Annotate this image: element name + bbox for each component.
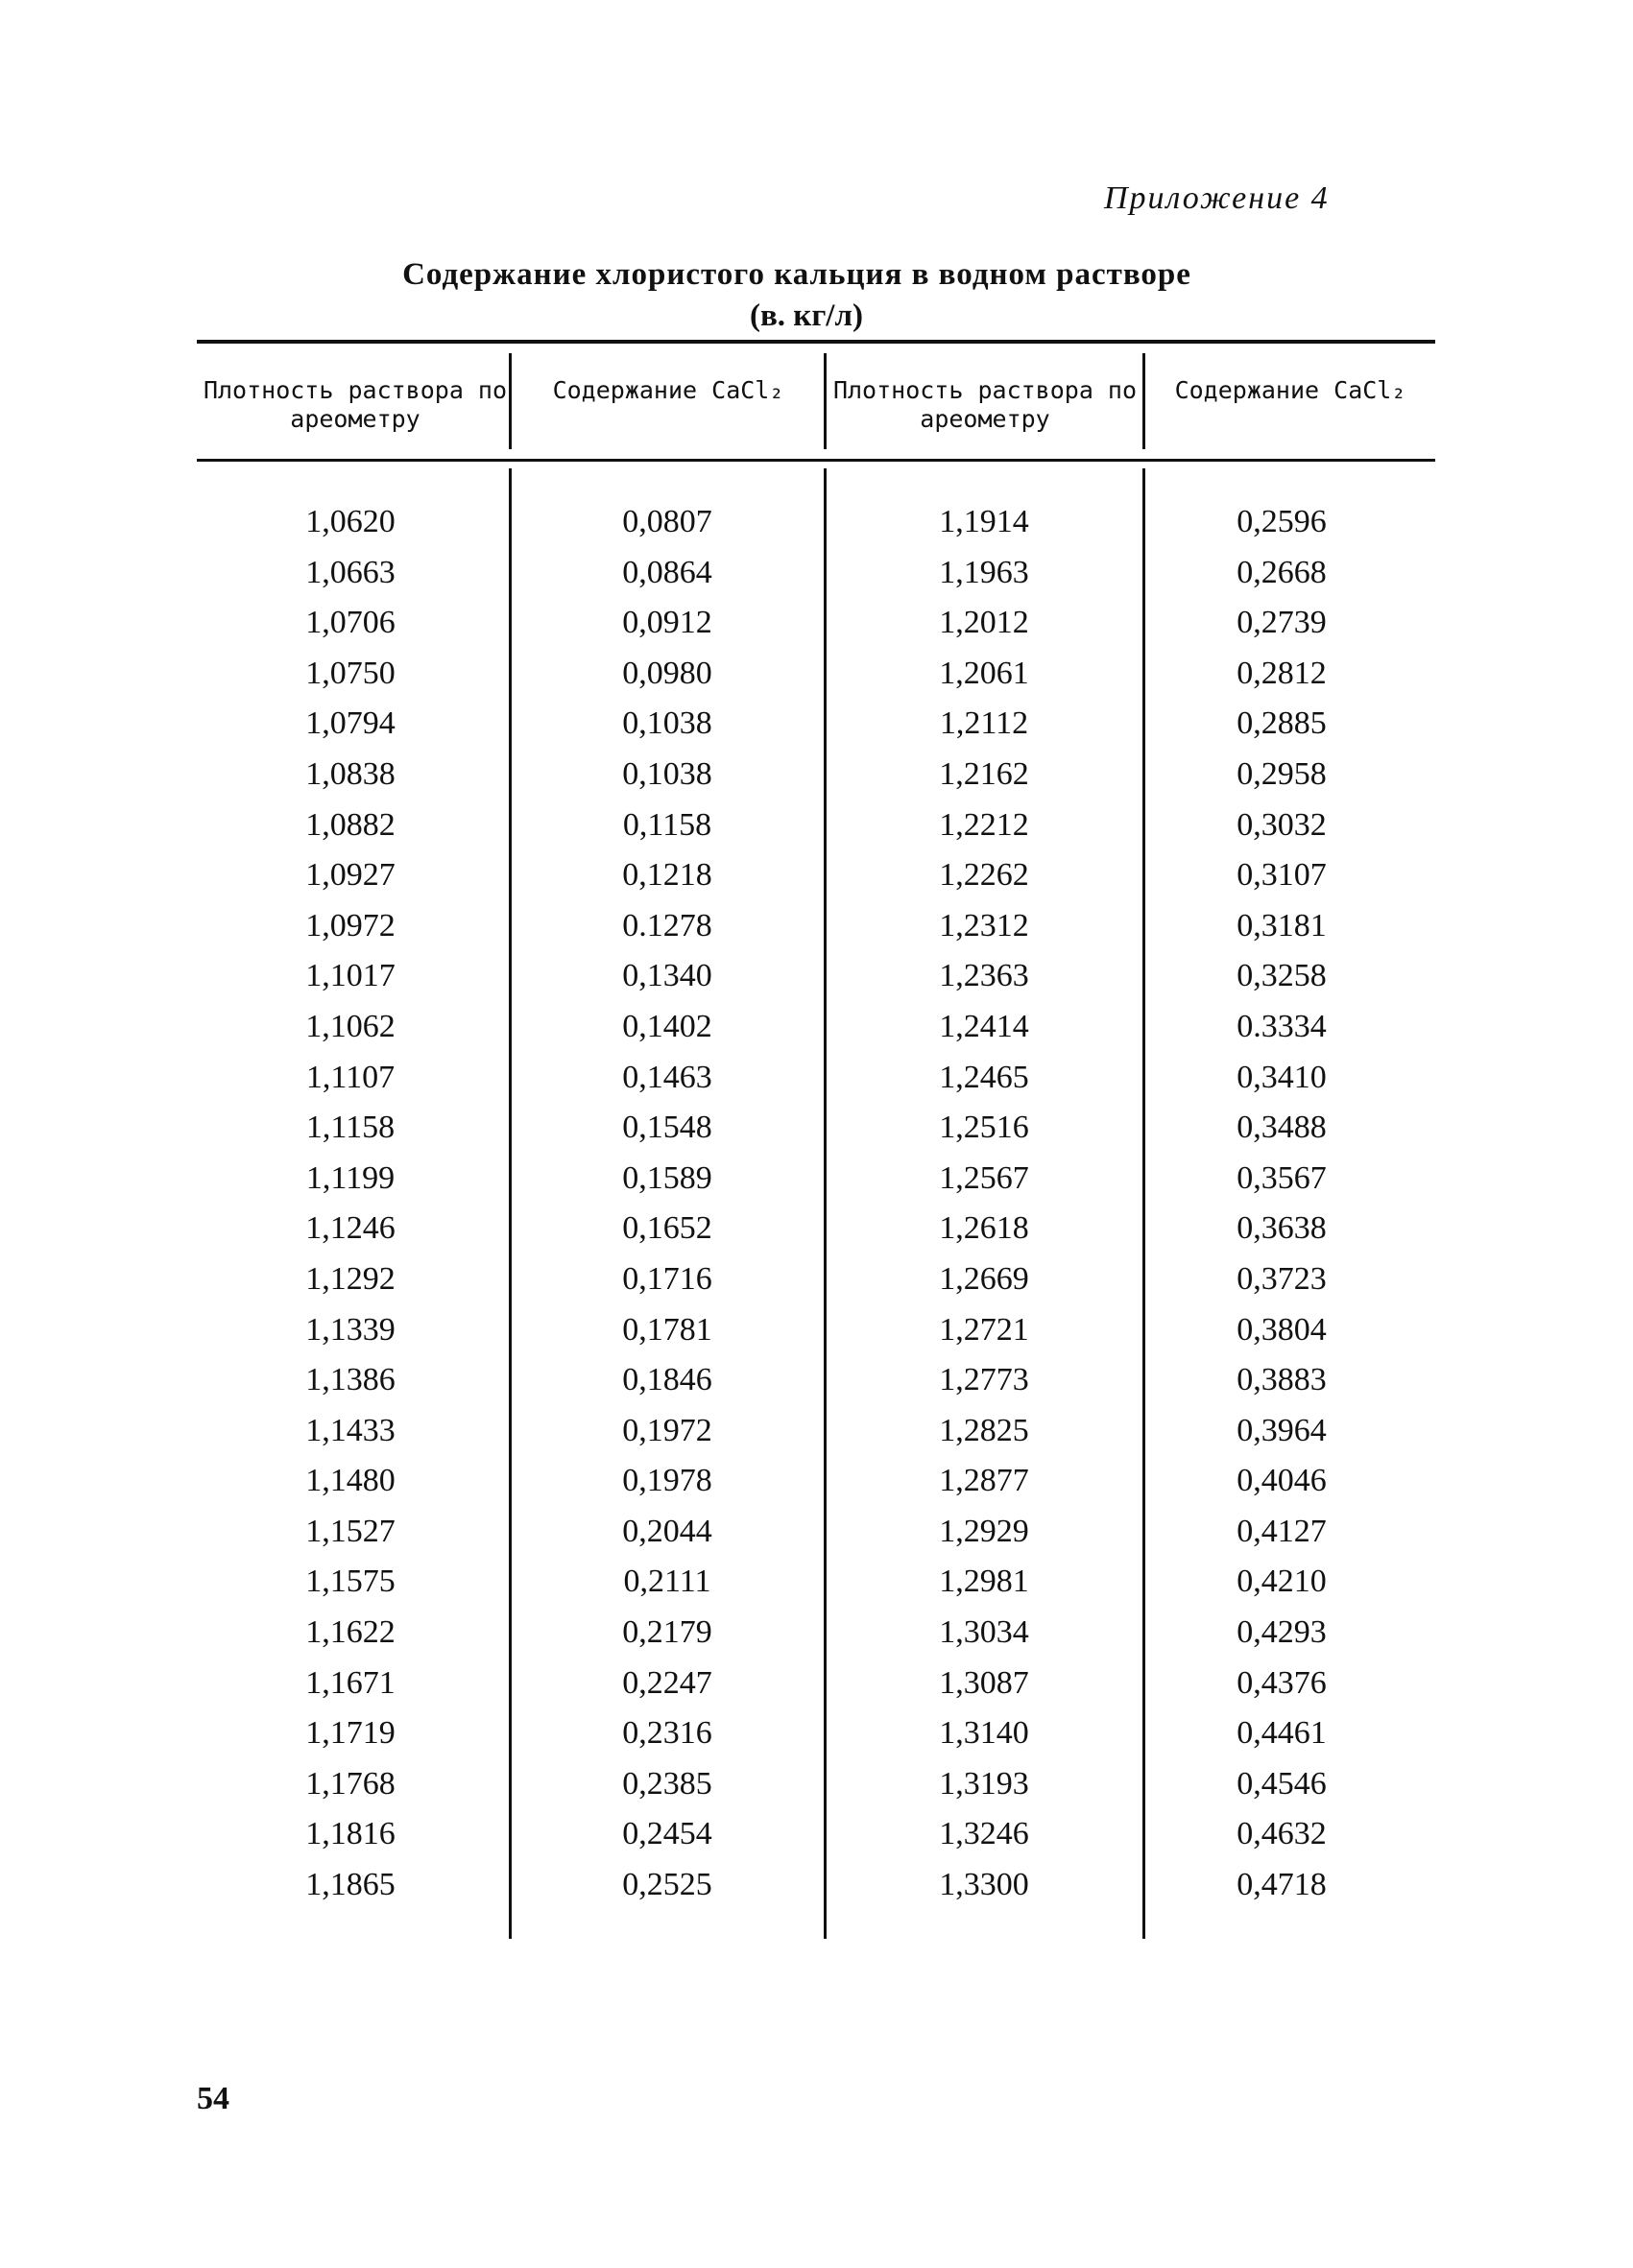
table-cell: 0,3488 [1237, 1110, 1327, 1146]
table-cell: 1,2929 [939, 1513, 1029, 1549]
table-row [0, 750, 1633, 800]
table-body [0, 497, 1633, 1911]
table-cell: 1,1768 [305, 1765, 396, 1802]
table-cell: 1,2567 [939, 1159, 1029, 1196]
table-cell: 1,2012 [939, 605, 1029, 641]
table-cell: 0,3964 [1237, 1412, 1327, 1448]
table-cell: 0,3032 [1237, 806, 1327, 843]
table-cell: 0,4210 [1237, 1564, 1327, 1600]
table-row [0, 800, 1633, 851]
table-cell: 1,2877 [939, 1463, 1029, 1499]
table-row [0, 548, 1633, 599]
table-title: Содержание хлористого кальция в водном растворе [402, 257, 1191, 292]
table-row [0, 850, 1633, 901]
header-divider [509, 353, 512, 449]
table-row [0, 1557, 1633, 1608]
table-cell: 1,1062 [305, 1008, 396, 1044]
table-cell: 0,4376 [1237, 1664, 1327, 1701]
table-cell: 1,2363 [939, 958, 1029, 994]
table-cell: 1,2312 [939, 907, 1029, 943]
table-cell: 0,1402 [622, 1008, 712, 1044]
header-divider [824, 353, 827, 449]
header-content-1: Содержание CaCl₂ [552, 376, 784, 404]
header-content-2: Содержание CaCl₂ [1174, 376, 1406, 404]
table-cell: 1,1199 [305, 1159, 396, 1196]
table-row [0, 1305, 1633, 1356]
table-row [0, 1355, 1633, 1406]
header-divider [1142, 353, 1145, 449]
table-cell: 1,1963 [939, 554, 1029, 590]
table-cell: 0,2958 [1237, 755, 1327, 792]
table-row [0, 1759, 1633, 1810]
table-cell: 1,2669 [939, 1260, 1029, 1297]
table-cell: 1,1671 [305, 1664, 396, 1701]
table-cell: 1,0972 [305, 907, 396, 943]
table-cell: 0,4546 [1237, 1765, 1327, 1802]
table-row [0, 1608, 1633, 1659]
table-cell: 1,3193 [939, 1765, 1029, 1802]
table-cell: 1,0927 [305, 857, 396, 894]
table-cell: 0,1972 [622, 1412, 712, 1448]
table-cell: 1,2465 [939, 1059, 1029, 1095]
table-row [0, 1002, 1633, 1053]
table-cell: 1,2773 [939, 1362, 1029, 1398]
table-row [0, 1507, 1633, 1558]
table-cell: 1,2112 [939, 705, 1029, 742]
table-cell: 0,3883 [1237, 1362, 1327, 1398]
table-cell: 0,4127 [1237, 1513, 1327, 1549]
table-cell: 0,2179 [622, 1614, 712, 1651]
table-cell: 0,2454 [622, 1816, 712, 1852]
table-cell: 0,1978 [622, 1463, 712, 1499]
table-row [0, 497, 1633, 548]
table-cell: 1,1914 [939, 504, 1029, 539]
table-row [0, 1708, 1633, 1759]
page-number: 54 [197, 2081, 229, 2116]
table-cell: 1,2061 [939, 655, 1029, 691]
table-row [0, 1659, 1633, 1709]
table-cell: 1,3140 [939, 1715, 1029, 1752]
table-cell: 1,0838 [305, 755, 396, 792]
table-cell: 1,3246 [939, 1816, 1029, 1852]
table-cell: 0,1589 [622, 1159, 712, 1196]
table-top-rule [197, 340, 1435, 344]
table-cell: 0,3410 [1237, 1059, 1327, 1095]
table-cell: 1,1158 [305, 1110, 396, 1146]
table-cell: 0,2316 [622, 1715, 712, 1752]
table-cell: 1,3300 [939, 1867, 1029, 1903]
table-cell: 1,2212 [939, 806, 1029, 843]
table-cell: 1,1246 [305, 1210, 396, 1247]
table-cell: 0,4293 [1237, 1614, 1327, 1651]
table-cell: 0,3804 [1237, 1311, 1327, 1348]
table-row [0, 598, 1633, 649]
table-cell: 0,1038 [622, 755, 712, 792]
table-cell: 0,2247 [622, 1664, 712, 1701]
table-row [0, 1860, 1633, 1911]
table-subtitle-units: (в. кг/л) [750, 298, 863, 333]
table-cell: 1,0794 [305, 705, 396, 742]
appendix-label: Приложение 4 [1104, 180, 1330, 216]
table-cell: 1,2618 [939, 1210, 1029, 1247]
table-row [0, 1456, 1633, 1507]
table-cell: 0,2668 [1237, 554, 1327, 590]
table-cell: 0,1340 [622, 958, 712, 994]
table-cell: 1,1339 [305, 1311, 396, 1348]
table-cell: 1,1292 [305, 1260, 396, 1297]
table-cell: 1,1865 [305, 1867, 396, 1903]
table-cell: 0,3107 [1237, 857, 1327, 894]
table-cell: 0,4046 [1237, 1463, 1327, 1499]
table-row [0, 699, 1633, 750]
table-cell: 0,2385 [622, 1765, 712, 1802]
table-row [0, 1254, 1633, 1305]
table-row [0, 649, 1633, 700]
table-cell: 0,4718 [1237, 1867, 1327, 1903]
table-cell: 0,1652 [622, 1210, 712, 1247]
table-row [0, 1406, 1633, 1457]
table-cell: 0,3258 [1237, 958, 1327, 994]
table-cell: 0,0864 [622, 554, 712, 590]
table-cell: 1,0620 [305, 504, 396, 539]
table-cell: 1,0882 [305, 806, 396, 843]
table-cell: 0,4632 [1237, 1816, 1327, 1852]
table-cell: 1,1816 [305, 1816, 396, 1852]
header-density-1: Плотность раствора по ареометру [203, 376, 508, 433]
table-cell: 1,0750 [305, 655, 396, 691]
table-cell: 0,1463 [622, 1059, 712, 1095]
table-cell: 1,1017 [305, 958, 396, 994]
table-cell: 0,3723 [1237, 1260, 1327, 1297]
table-cell: 0,2044 [622, 1513, 712, 1549]
table-cell: 1,2721 [939, 1311, 1029, 1348]
table-cell: 0,3181 [1237, 907, 1327, 943]
table-cell: 0,1038 [622, 705, 712, 742]
table-cell: 0,1158 [622, 806, 712, 843]
table-cell: 0,2525 [622, 1867, 712, 1903]
table-cell: 0.3334 [1237, 1008, 1327, 1044]
table-cell: 1,1527 [305, 1513, 396, 1549]
table-cell: 0,0980 [622, 655, 712, 691]
table-cell: 0.1278 [622, 907, 712, 943]
table-cell: 1,2981 [939, 1564, 1029, 1600]
table-cell: 1,2414 [939, 1008, 1029, 1044]
table-row [0, 1204, 1633, 1254]
table-cell: 1,1719 [305, 1715, 396, 1752]
table-cell: 1,2516 [939, 1110, 1029, 1146]
table-cell: 1,2262 [939, 857, 1029, 894]
table-cell: 1,2162 [939, 755, 1029, 792]
table-cell: 0,0912 [622, 605, 712, 641]
table-cell: 0,2596 [1237, 504, 1327, 539]
table-cell: 1,3087 [939, 1664, 1029, 1701]
table-cell: 0,1846 [622, 1362, 712, 1398]
table-row [0, 1053, 1633, 1104]
table-row [0, 951, 1633, 1002]
header-density-2: Плотность раствора по ареометру [832, 376, 1138, 433]
table-cell: 0,3638 [1237, 1210, 1327, 1247]
table-cell: 1,0706 [305, 605, 396, 641]
table-cell: 1,0663 [305, 554, 396, 590]
table-cell: 1,1433 [305, 1412, 396, 1448]
table-cell: 0,2885 [1237, 705, 1327, 742]
table-cell: 1,1622 [305, 1614, 396, 1651]
table-cell: 0,2111 [623, 1564, 711, 1600]
table-cell: 1,3034 [939, 1614, 1029, 1651]
table-row [0, 901, 1633, 952]
table-cell: 0,4461 [1237, 1715, 1327, 1752]
header-bottom-rule [197, 459, 1435, 462]
table-cell: 0,1548 [622, 1110, 712, 1146]
table-cell: 0,1781 [622, 1311, 712, 1348]
table-cell: 1,1386 [305, 1362, 396, 1398]
table-row [0, 1103, 1633, 1154]
table-cell: 1,1480 [305, 1463, 396, 1499]
table-cell: 0,3567 [1237, 1159, 1327, 1196]
table-row [0, 1154, 1633, 1205]
table-row [0, 1809, 1633, 1860]
table-cell: 0,2812 [1237, 655, 1327, 691]
table-cell: 1,1575 [305, 1564, 396, 1600]
table-cell: 1,1107 [305, 1059, 396, 1095]
table-cell: 1,2825 [939, 1412, 1029, 1448]
table-cell: 0,0807 [622, 504, 712, 539]
table-cell: 0,1716 [622, 1260, 712, 1297]
table-cell: 0,1218 [622, 857, 712, 894]
table-cell: 0,2739 [1237, 605, 1327, 641]
